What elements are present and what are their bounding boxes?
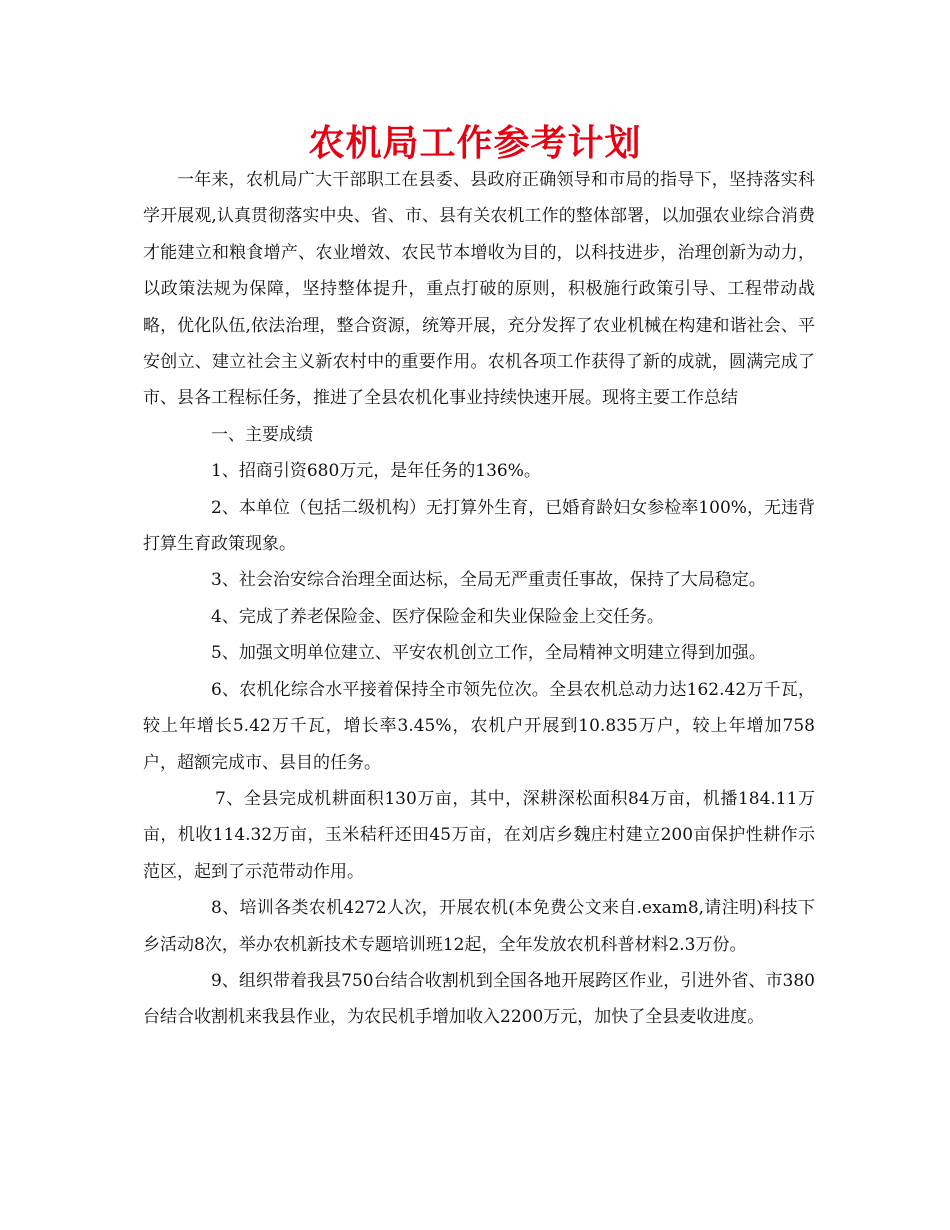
document-body bbox=[143, 162, 815, 1036]
list-item: 1、招商引资680万元，是年任务的136%。 bbox=[211, 461, 541, 482]
list-item: 9、组织带着我县750台结合收割机到全国各地开展跨区作业，引进外省、市380台结合收割机来我县作业，为农民机手增加收入2200万元，加快了全县麦收进度。 bbox=[143, 970, 815, 1028]
section-heading: 一、主要成绩 bbox=[211, 424, 313, 445]
list-item: 5、加强文明单位建立、平安农机创立工作，全局精神文明建立得到加强。 bbox=[211, 643, 766, 664]
list-item: 8、培训各类农机4272人次，开展农机(本免费公文来自.exam8,请注明)科技下乡活动8次，举办农机新技术专题培训班12起，全年发放农机科普材料2.3万份。 bbox=[143, 898, 815, 955]
intro-paragraph: 一年来，农机局广大干部职工在县委、县政府正确领导和市局的指导下，坚持落实科学开展观,认真贯彻落实中央、省、市、县有关农机工作的整体部署，以加强农业综合消费才能建立和粮食增产、农业增效、农民节本增收为目的，以科技进步，治理创新为动力，以政策法规为保障，坚持整体提升，重点打破的原则，积极施行政策引导、工程带动战略，优化队伍,依法治理，整合资源，统筹开展，充分发挥了农业机械在构建和谐社会、平安创立、建立社会主义新农村中的重要作用。农机各项工作获得了新的成就，圆满完成了市、县各工程标任务，推进了全县农机化事业持续快速开展。现将主要工作总结 bbox=[143, 170, 815, 409]
list-item: 4、完成了养老保险金、医疗保险金和失业保险金上交任务。 bbox=[211, 606, 664, 627]
list-item: 6、农机化综合水平接着保持全市领先位次。全县农机总动力达162.42万千瓦，较上年增长5.42万千瓦，增长率3.45%，农机户开展到10.835万户，较上年增加758户，超额完成市、县目的任务。 bbox=[143, 679, 815, 773]
list-item: 7、全县完成机耕面积130万亩，其中，深耕深松面积84万亩，机播184.11万亩，机收114.32万亩，玉米秸秆还田45万亩，在刘店乡魏庄村建立200亩保护性耕作示范区，起到了示范带动作用。 bbox=[143, 788, 815, 882]
document-title: 农机局工作参考计划 bbox=[308, 123, 642, 164]
list-item: 3、社会治安综合治理全面达标，全局无严重责任事故，保持了大局稳定。 bbox=[211, 570, 766, 591]
list-item: 2、本单位（包括二级机构）无打算外生育，已婚育龄妇女参检率100%，无违背打算生育政策现象。 bbox=[143, 497, 815, 555]
